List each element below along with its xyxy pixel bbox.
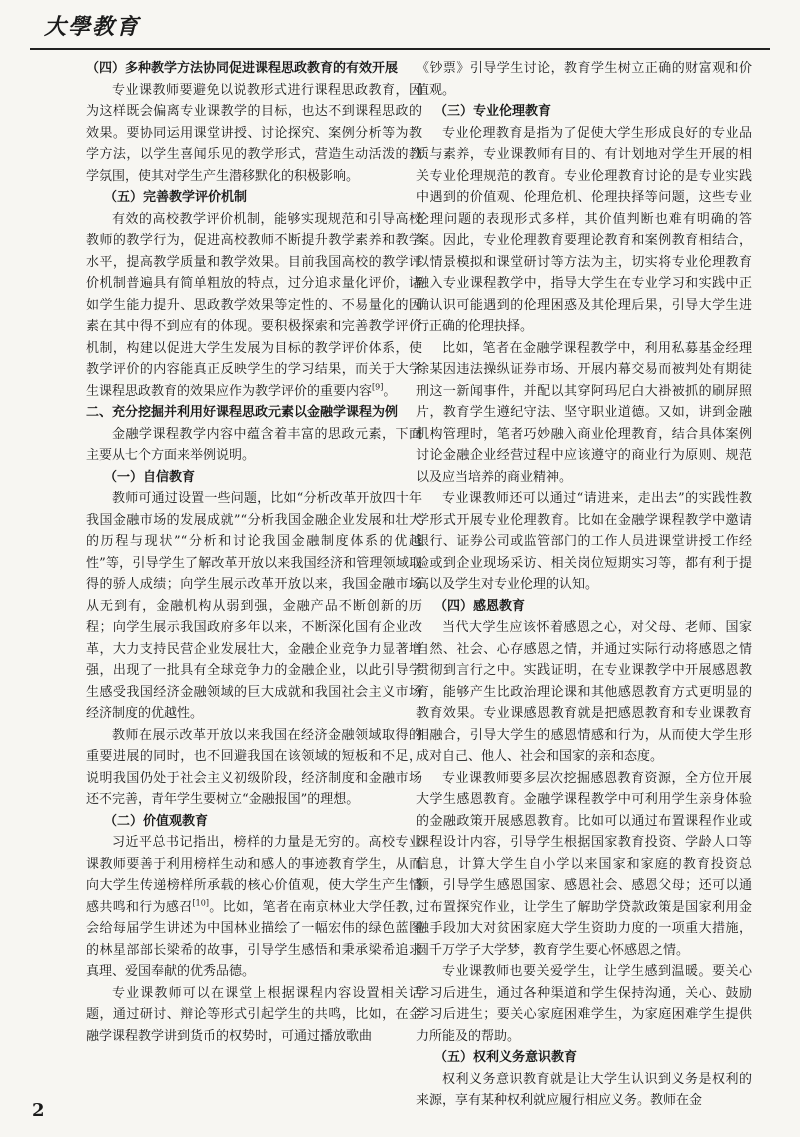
section-heading: 二、充分挖掘并利用好课程思政元素以金融学课程为例 (86, 405, 399, 420)
citation-marker: [10] (192, 898, 209, 908)
right-column (416, 58, 752, 1112)
header-rule (30, 48, 770, 50)
paragraph: 专业课教师可以在课堂上根据课程内容设置相关话题，通过研讨、辩论等形式引起学生的共鸣，比如，在金融学课程教学讲到货币的权势时，可通过播放歌曲 (86, 985, 422, 1044)
paragraph-continued: 《钞票》引导学生讨论，教育学生树立正确的财富观和价值观。 (416, 61, 752, 98)
paragraph: 当代大学生应该怀着感恩之心，对父母、老师、国家自然、社会、心存感恩之情，并通过实际行动将感恩之情贯彻到言行之中。实践证明，在专业课教学中开展感恩教育，能够产生比政治理论课和其他感恩教育方式更明显的教育效果。专业课感恩教育就是把感恩教育和专业课教育相融合，引导大学生的感恩情感和行为，从而使大学生形成对自己、他人、社会和国家的亲和态度。 (416, 620, 752, 764)
paragraph: 金融学课程教学内容中蕴含着丰富的思政元素，下面主要从七个方面来举例说明。 (86, 426, 422, 463)
paragraph: 教师在展示改革开放以来我国在经济金融领域取得的重要进展的同时，也不回避我国在该领域的短板和不足，说明我国仍处于社会主义初级阶段，经济制度和金融市场还不完善，青年学生要树立“金融报国”的理想。 (86, 727, 422, 807)
subsection-heading: （五）权利义务意识教育 (434, 1050, 578, 1065)
paragraph: 专业课教师还可以通过“请进来，走出去”的实践性教学形式开展专业伦理教育。比如在金融学课程教学中邀请银行、证券公司或监管部门的工作人员进课堂讲授工作经验或到企业现场采访、相关岗位短期实习等，都有利于提高以及学生对专业伦理的认知。 (416, 491, 752, 592)
masthead: 大學教育 (44, 14, 141, 40)
paragraph: 专业课教师要避免以说教形式进行课程思政教育，因为这样既会偏离专业课教学的目标，也达不到课程思政的效果。要协同运用课堂讲授、讨论探究、案例分析等为教学方法，以学生喜闻乐见的教学形式，营造生动活泼的教学氛围，使其对学生产生潜移默化的积极影响。 (86, 82, 422, 184)
subsection-heading: （三）专业伦理教育 (434, 104, 552, 119)
subsection-heading: （五）完善教学评价机制 (104, 190, 248, 205)
paragraph: 专业伦理教育是指为了促使大学生形成良好的专业品质与素养，专业课教师有目的、有计划地对学生开展的相关专业伦理规范的教育。专业伦理教育讨论的是专业实践中遇到的价值观、伦理危机、伦理抉择等问题，这些专业伦理问题的表现形式多样，其价值判断也难有明确的答案。因此，专业伦理教育要理论教育和案例教育相结合，以情景模拟和课堂研讨等方法为主，切实将专业伦理教育融入专业课程教学中，指导大学生在专业学习和实践中正确认识可能遇到的伦理困惑及其伦理后果，引导大学生进行正确的伦理抉择。 (416, 125, 752, 334)
paragraph: 专业课教师也要关爱学生，让学生感到温暖。要关心学习后进生，通过各种渠道和学生保持沟通，关心、鼓励学习后进生；要关心家庭困难学生，为家庭困难学生提供力所能及的帮助。 (416, 964, 752, 1044)
paragraph: 权利义务意识教育就是让大学生认识到义务是权利的来源，享有某种权利就应履行相应义务。教师在金 (416, 1071, 752, 1108)
section-heading: （四）多种教学方法协同促进课程思政教育的有效开展 (86, 61, 399, 76)
paragraph: 比如，笔者在金融学课程教学中，利用私募基金经理徐某因违法操纵证券市场、开展内幕交易而被判处有期徒刑这一新闻事件，并配以其穿阿玛尼白大褂被抓的刷屏照片，教育学生遵纪守法、坚守职业道德。又如，讲到金融机构管理时，笔者巧妙融入商业伦理教育，结合具体案例讨论金融企业经营过程中应该遵守的商业行为原则、规范以及应当培养的商业精神。 (416, 340, 752, 485)
left-column (86, 58, 422, 1047)
subsection-heading: （一）自信教育 (104, 469, 196, 485)
subsection-heading: （二）价值观教育 (104, 813, 209, 829)
citation-marker: [9] (372, 382, 384, 392)
paragraph: 有效的高校教学评价机制，能够实现规范和引导高校教师的教学行为，促进高校教师不断提升教学素养和教学水平，提高教学质量和教学效果。目前我国高校的教学评价机制普遍具有简单粗放的特点，过分追求量化评价，诸如学生能力提升、思政教学效果等定性的、不易量化的因素在其中得不到应有的体现。要积极探索和完善教学评价机制，构建以促进大学生发展为目标的教学评价体系，使教学评价的内容能真正反映学生的学习结果，而关于大学生课程思政教育的效果应作为教学评价的重要内容[9]。 (86, 211, 422, 399)
page-number: 2 (32, 1100, 45, 1121)
subsection-heading: （四）感恩教育 (434, 598, 526, 614)
paragraph: 习近平总书记指出，榜样的力量是无穷的。高校专业课教师要善于利用榜样生动和感人的事迹教育学生，从而向大学生传递榜样所承载的核心价值观，使大学生产生情感共鸣和行为感召[10]。比如，笔者在南京林业大学任教，会给每届学生讲述为中国林业描绘了一幅宏伟的绿色蓝图的林星部部长梁希的故事，引导学生感悟和秉承梁希追求真理、爱国奉献的优秀品德。 (86, 835, 422, 979)
paragraph: 教师可通过设置一些问题，比如“分析改革开放四十年我国金融市场的发展成就”“分析我国金融企业发展和壮大的历程与现状”“分析和讨论我国金融制度体系的优越性”等，引导学生了解改革开放以来我国经济和管理领域取得的骄人成绩；向学生展示改革开放以来，我国金融市场从无到有，金融机构从弱到强，金融产品不断创新的历程；向学生展示我国政府多年以来，不断深化国有企业改革，大力支持民营企业发展壮大，金融企业竞争力显著增强，出现了一批具有全球竞争力的金融企业，以此引导学生感受我国经济金融领域的巨大成就和我国社会主义市场经济制度的优越性。 (86, 491, 422, 721)
paragraph: 专业课教师要多层次挖掘感恩教育资源，全方位开展大学生感恩教育。金融学课程教学中可利用学生亲身体验的金融政策开展感恩教育。比如可以通过布置课程作业或课程设计内容，引导学生根据国家教育投资、学龄人口等信息，计算大学生自小学以来国家和家庭的教育投资总额，引导学生感恩国家、感恩社会、感恩父母；还可以通过布置探究作业，让学生了解助学贷款政策是国家利用金融手段加大对贫困家庭大学生资助力度的一项重大措施，圆千万学子大学梦，教育学生要心怀感恩之情。 (416, 770, 752, 958)
